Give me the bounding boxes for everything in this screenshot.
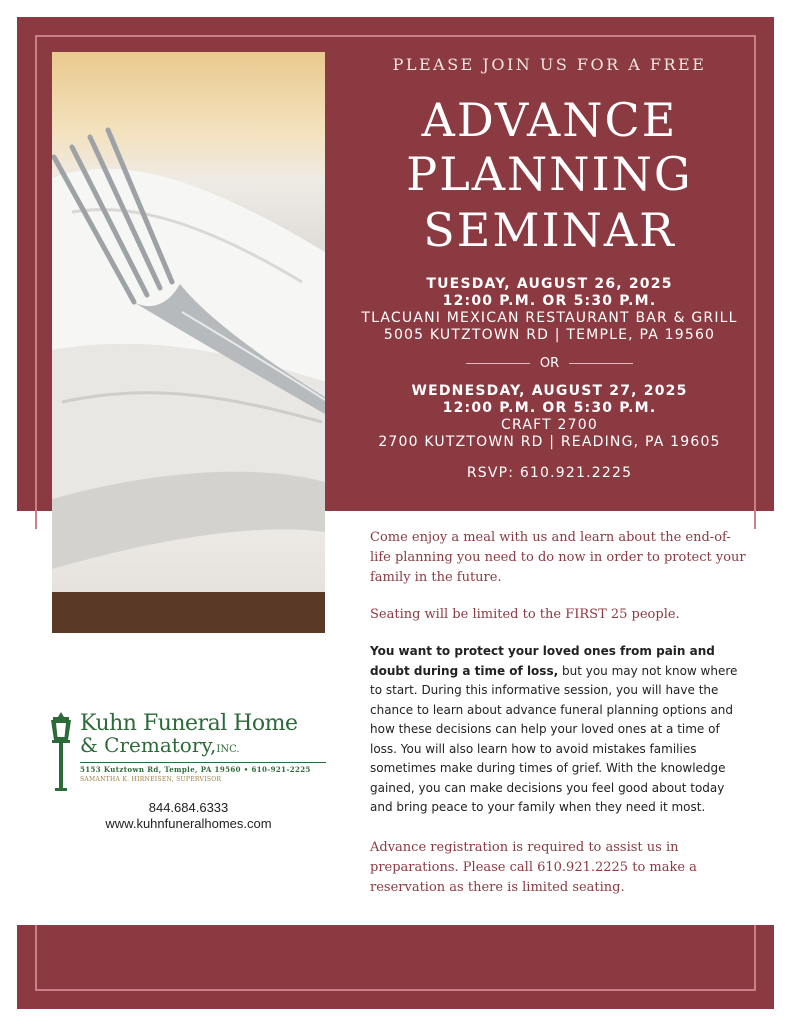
phone-number: 844.684.6333 — [148, 800, 229, 815]
or-label: OR — [539, 355, 560, 371]
fork-napkin-photo — [52, 52, 325, 633]
body-lead-bold: You want to protect your loved ones from pain and doubt during a time of loss, — [370, 644, 715, 678]
logo-address: 5153 Kutztown Rd, Temple, PA 19560 • 610-921-2225 — [80, 765, 311, 774]
event-date: WEDNESDAY, AUGUST 27, 2025 — [411, 383, 688, 399]
lantern-icon — [46, 712, 76, 792]
footer-band — [17, 925, 774, 1009]
logo-rule — [80, 762, 326, 763]
website-link[interactable]: www.kuhnfuneralhomes.com — [105, 816, 272, 831]
event-venue: CRAFT 2700 — [501, 417, 598, 433]
title-line-3: SEMINAR — [423, 203, 676, 257]
event-venue: TLACUANI MEXICAN RESTAURANT BAR & GRILL — [361, 310, 738, 326]
event-address: 5005 KUTZTOWN RD | TEMPLE, PA 19560 — [383, 327, 716, 343]
separator-rule-left — [466, 363, 530, 364]
logo-name: Kuhn Funeral Home — [80, 711, 298, 736]
event-address: 2700 KUTZTOWN RD | READING, PA 19605 — [378, 434, 721, 450]
body-paragraph — [370, 642, 745, 818]
registration-paragraph: Advance registration is required to assist us in preparations. Please call 610.921.2225 to make a reservation as there is limited seating. — [370, 840, 697, 895]
event-times: 12:00 P.M. OR 5:30 P.M. — [442, 400, 657, 416]
rsvp-line: RSVP: 610.921.2225 — [466, 465, 633, 481]
logo-inc: INC. — [216, 744, 240, 755]
or-separator — [325, 354, 774, 372]
event-date: TUESDAY, AUGUST 26, 2025 — [426, 276, 673, 292]
body-text: but you may not know where to start. During this informative session, you will have the chance to learn about advance funeral planning options and how these decisions can help your loved ones at a time of loss. You will also learn how to avoid mistakes families sometimes make during times of grief. With the knowledge gained, you can make decisions you feel good about today and bring peace to your family when they need it most. — [370, 663, 738, 814]
separator-rule-right — [569, 363, 633, 364]
title-line-1: ADVANCE — [421, 93, 678, 147]
invite-line: PLEASE JOIN US FOR A FREE — [392, 55, 707, 74]
funeral-home-logo — [46, 712, 331, 792]
logo-sub-text: & Crematory, — [80, 733, 217, 757]
event-wednesday — [325, 383, 774, 451]
fork-illustration — [52, 52, 325, 633]
seating-notice: Seating will be limited to the FIRST 25 people. — [370, 607, 680, 622]
intro-paragraph: Come enjoy a meal with us and learn about the end-of-life planning you need to do now in order to protect your family in the future. — [370, 530, 746, 585]
logo-supervisor: SAMANTHA K. HIRNEISEN, SUPERVISOR — [80, 776, 222, 783]
event-times: 12:00 P.M. OR 5:30 P.M. — [442, 293, 657, 309]
title-line-2: PLANNING — [406, 147, 693, 201]
event-tuesday — [325, 276, 774, 344]
logo-subtitle — [80, 734, 240, 761]
